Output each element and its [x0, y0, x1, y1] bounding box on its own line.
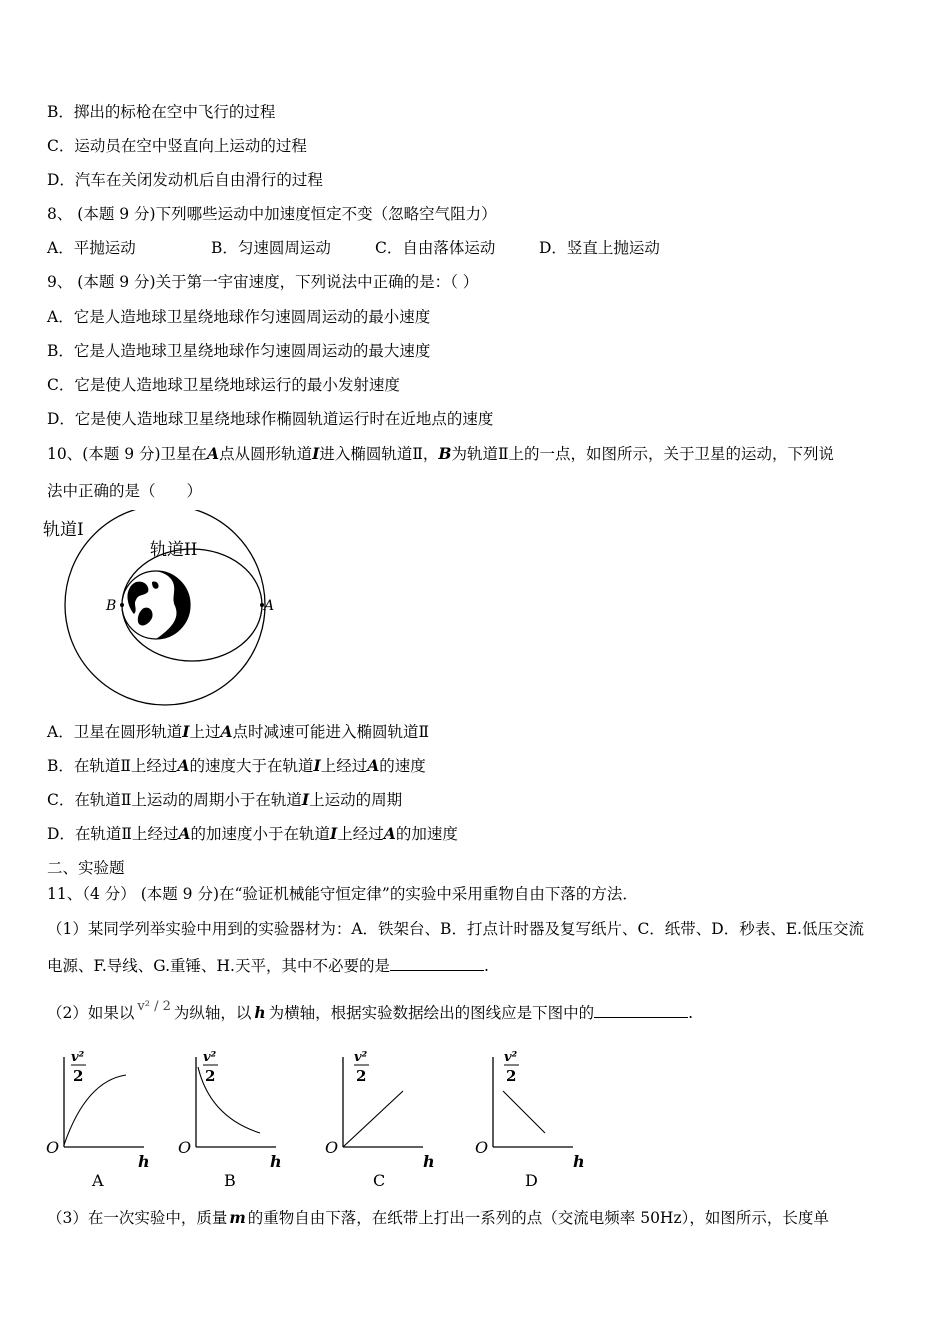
q11-part1-end: .	[483, 957, 489, 975]
q8-option-c: C．自由落体运动	[375, 239, 496, 257]
graph-b	[176, 1045, 296, 1195]
q9-stem: 9、 (本题 9 分)关于第一宇宙速度，下列说法中正确的是：（ ）	[47, 273, 479, 291]
option-text: 上过	[189, 723, 221, 741]
option-text: B．在轨道Ⅱ上经过	[47, 757, 178, 775]
q11-part2-text: 为横轴，根据实验数据绘出的图线应是下图中的	[268, 1004, 595, 1022]
graph-a-curve	[64, 1075, 126, 1145]
graph-c-xlabel: h	[423, 1152, 435, 1171]
q11-part2-h: h	[254, 1003, 266, 1022]
q10-stem-text: 进入椭圆轨道Ⅱ，	[319, 445, 439, 463]
q11-part3	[47, 1208, 829, 1228]
graph-c	[323, 1045, 443, 1195]
q11-part2-text: 为纵轴，以	[173, 1004, 252, 1022]
graph-d-xlabel: h	[573, 1152, 585, 1171]
graph-a-ylabel-den: 2	[73, 1067, 84, 1085]
graph-d-line	[503, 1091, 545, 1133]
q9-option-c: C．它是使人造地球卫星绕地球运行的最小发射速度	[47, 376, 400, 394]
option-var: I	[330, 824, 338, 843]
option-text: 的加速度	[395, 825, 458, 843]
q10-stem	[47, 444, 834, 464]
option-text: 上经过	[337, 825, 384, 843]
point-b-label: B	[106, 598, 117, 614]
q8-stem: 8、 (本题 9 分)下列哪些运动中加速度恒定不变（忽略空气阻力）	[47, 205, 497, 223]
q10-option-c	[47, 790, 402, 810]
q11-part1-line2	[47, 956, 489, 976]
option-text: 的速度	[379, 757, 426, 775]
point-a-label: A	[264, 598, 275, 614]
q10-stem-text: 10、(本题 9 分)卫星在	[47, 445, 208, 463]
graph-c-label: C	[373, 1171, 386, 1190]
graph-b-origin: O	[178, 1138, 192, 1157]
q8-options	[47, 238, 660, 258]
graph-a-label: A	[92, 1171, 104, 1190]
q8-option-a: A．平抛运动	[47, 239, 136, 257]
option-text: 上经过	[320, 757, 368, 775]
option-var: A	[367, 756, 380, 775]
option-var: A	[178, 824, 191, 843]
graph-c-ylabel-num: v²	[354, 1050, 368, 1065]
option-var: I	[313, 756, 321, 775]
q11-part3-text: 的重物自由下落，在纸带上打出一系列的点（交流电频率 50Hz），如图所示，长度单	[247, 1209, 829, 1227]
graph-d-label: D	[525, 1171, 538, 1190]
q10-option-b	[47, 756, 426, 776]
option-text: D．在轨道Ⅱ上经过	[47, 825, 179, 843]
answer-blank-2[interactable]	[594, 1003, 688, 1018]
formula-v2-over-2: v² / 2	[137, 999, 171, 1014]
q7-option-d: D．汽车在关闭发动机后自由滑行的过程	[47, 171, 323, 189]
option-var: I	[182, 722, 190, 741]
q10-stem-orbit-i: I	[312, 444, 320, 463]
q11-part3-m: m	[229, 1208, 246, 1227]
earth-icon	[122, 571, 190, 639]
graph-d-origin: O	[475, 1138, 489, 1157]
q11-part1-line1: （1）某同学列举实验中用到的实验器材为：A．铁架台、B．打点计时器及复写纸片、C．纸带、D．秒表、E.低压交流	[47, 920, 864, 938]
graph-d	[473, 1045, 593, 1195]
graph-b-xlabel: h	[270, 1152, 282, 1171]
graph-c-line	[343, 1091, 403, 1147]
q11-part2-text: （2）如果以	[47, 1004, 135, 1022]
q7-option-b: B．掷出的标枪在空中飞行的过程	[47, 103, 276, 121]
q10-option-a	[47, 722, 429, 742]
graph-a-xlabel: h	[138, 1152, 150, 1171]
option-text: A．卫星在圆形轨道	[47, 723, 183, 741]
option-var: A	[383, 824, 396, 843]
q11-part1-text: 电源、F.导线、G.重锤、H.天平，其中不必要的是	[47, 957, 390, 975]
graph-c-origin: O	[325, 1138, 339, 1157]
q10-stem-line2: 法中正确的是（ ）	[47, 482, 203, 500]
orbit-figure	[40, 510, 290, 710]
graph-a-ylabel-num: v²	[71, 1050, 85, 1065]
orbit-ii-label: 轨道II	[150, 540, 198, 560]
q9-option-a: A．它是人造地球卫星绕地球作匀速圆周运动的最小速度	[47, 308, 431, 326]
q8-option-d: D．竖直上抛运动	[539, 239, 660, 257]
graph-d-ylabel-num: v²	[504, 1050, 518, 1065]
point-b-dot	[120, 603, 124, 607]
graph-b-ylabel-den: 2	[205, 1067, 216, 1085]
option-var: A	[177, 756, 190, 775]
q11-stem: 11、（4 分） (本题 9 分)在“验证机械能守恒定律”的实验中采用重物自由下落的方法．	[47, 885, 638, 903]
q11-part2-end: .	[688, 1004, 694, 1022]
graph-a	[44, 1045, 164, 1195]
q9-option-b: B．它是人造地球卫星绕地球作匀速圆周运动的最大速度	[47, 342, 431, 360]
q8-option-b: B．匀速圆周运动	[211, 239, 331, 257]
graph-c-ylabel-den: 2	[356, 1067, 367, 1085]
q10-stem-point-b: B	[438, 444, 452, 463]
q10-stem-point-a: A	[207, 444, 220, 463]
q10-stem-text: 点从圆形轨道	[219, 445, 313, 463]
graph-b-label: B	[224, 1171, 236, 1190]
option-text: 的速度大于在轨道	[189, 757, 314, 775]
graph-d-ylabel-den: 2	[506, 1067, 517, 1085]
orbit-i-label: 轨道I	[43, 520, 84, 540]
section-title: 二、实验题	[47, 859, 125, 877]
q9-option-d: D．它是使人造地球卫星绕地球作椭圆轨道运行时在近地点的速度	[47, 410, 494, 428]
graph-a-origin: O	[46, 1138, 60, 1157]
q11-part2	[47, 999, 694, 1025]
q7-option-c: C．运动员在空中竖直向上运动的过程	[47, 137, 307, 155]
option-text: 的加速度小于在轨道	[190, 825, 331, 843]
option-text: 上运动的周期	[309, 791, 403, 809]
q10-stem-text: 为轨道Ⅱ上的一点，如图所示，关于卫星的运动，下列说	[451, 445, 835, 463]
q10-option-d	[47, 824, 458, 844]
option-text: 点时减速可能进入椭圆轨道Ⅱ	[232, 723, 430, 741]
option-var: A	[220, 722, 233, 741]
option-var: I	[301, 790, 310, 809]
q11-part3-text: （3）在一次实验中，质量	[47, 1209, 228, 1227]
option-text: C．在轨道Ⅱ上运动的周期小于在轨道	[47, 791, 302, 809]
answer-blank-1[interactable]	[390, 956, 484, 971]
graph-b-ylabel-num: v²	[203, 1050, 217, 1065]
